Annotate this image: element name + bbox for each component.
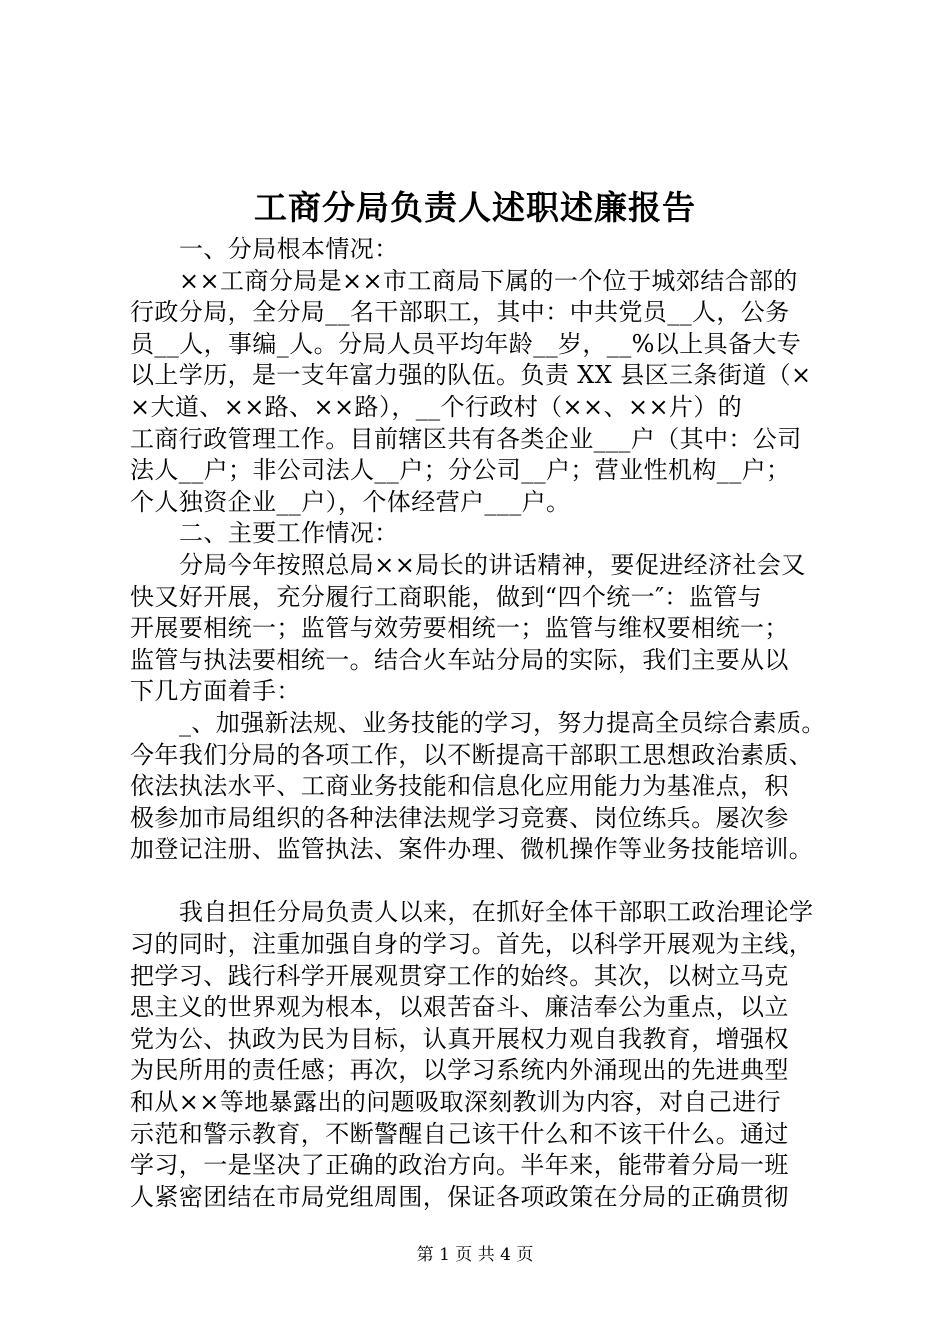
text-line: 法人__户；非公司法人__户；分公司__户；营业性机构__户； bbox=[130, 456, 791, 485]
text-line: 加登记注册、监管执法、案件办理、微机操作等业务技能培训。 bbox=[130, 835, 814, 864]
text-line: 和从××等地暴露出的问题吸取深刻教训为内容，对自己进行 bbox=[130, 1088, 782, 1117]
text-line: ×大道、××路、××路），__个行政村（××、××片）的 bbox=[130, 392, 743, 421]
text-line: _、加强新法规、业务技能的学习，努力提高全员综合素质。 bbox=[179, 708, 826, 737]
text-line: 快又好开展，充分履行工商职能，做到“四个统一″：监管与 bbox=[130, 582, 763, 611]
text-line: 思主义的世界观为根本，以艰苦奋斗、廉洁奉公为重点，以立 bbox=[130, 993, 789, 1022]
text-line: 我自担任分局负责人以来，在抓好全体干部职工政治理论学 bbox=[179, 898, 814, 927]
text-line: 行政分局，全分局__名干部职工，其中：中共党员__人，公务 bbox=[130, 298, 790, 327]
text-line: 监管与执法要相统一。结合火车站分局的实际，我们主要从以 bbox=[130, 645, 789, 674]
text-line: 今年我们分局的各项工作，以不断提高干部职工思想政治素质、 bbox=[130, 740, 814, 769]
document-body bbox=[130, 234, 850, 1213]
text-line: 一、分局根本情况： bbox=[179, 235, 399, 263]
text-line: 工商行政管理工作。目前辖区共有各类企业___户（其中：公司 bbox=[130, 424, 802, 453]
text-line: 以上学历，是一支年富力强的队伍。负责 XX 县区三条街道（× bbox=[130, 361, 812, 390]
text-line: 党为公、执政为民为目标，认真开展权力观自我教育，增强权 bbox=[130, 1024, 789, 1053]
text-line: 个人独资企业__户），个体经营户___户。 bbox=[130, 487, 571, 516]
text-line: 开展要相统一；监管与效劳要相统一；监管与维权要相统一； bbox=[130, 614, 789, 643]
text-line: 为民所用的责任感；再次，以学习系统内外涌现出的先进典型 bbox=[130, 1056, 789, 1085]
page-footer: 第 1 页 共 4 页 bbox=[416, 1245, 534, 1265]
document-title: 工商分局负责人述职述廉报告 bbox=[254, 188, 696, 227]
text-line: 分局今年按照总局××局长的讲话精神，要促进经济社会又 bbox=[179, 550, 806, 579]
text-line: 依法执法水平、工商业务技能和信息化应用能力为基准点，积 bbox=[130, 772, 789, 801]
text-line: 二、主要工作情况： bbox=[179, 519, 399, 548]
blank-line bbox=[130, 866, 850, 898]
text-line: 下几方面着手： bbox=[130, 677, 301, 706]
text-line: 员__人，事编_人。分局人员平均年龄__岁，__%以上具备大专 bbox=[130, 329, 802, 358]
text-line: ××工商分局是××市工商局下属的一个位于城郊结合部的 bbox=[179, 266, 798, 295]
text-line: 习的同时，注重加强自身的学习。首先，以科学开展观为主线， bbox=[130, 930, 814, 959]
text-line: 人紧密团结在市局党组周围，保证各项政策在分局的正确贯彻 bbox=[130, 1182, 789, 1211]
text-line: 极参加市局组织的各种法律法规学习竞赛、岗位练兵。屡次参 bbox=[130, 803, 789, 832]
text-line: 示范和警示教育，不断警醒自己该干什么和不该干什么。通过 bbox=[130, 1119, 789, 1148]
text-line: 学习，一是坚决了正确的政治方向。半年来，能带着分局一班 bbox=[130, 1151, 789, 1180]
text-line: 把学习、践行科学开展观贯穿工作的始终。其次，以树立马克 bbox=[130, 961, 789, 990]
